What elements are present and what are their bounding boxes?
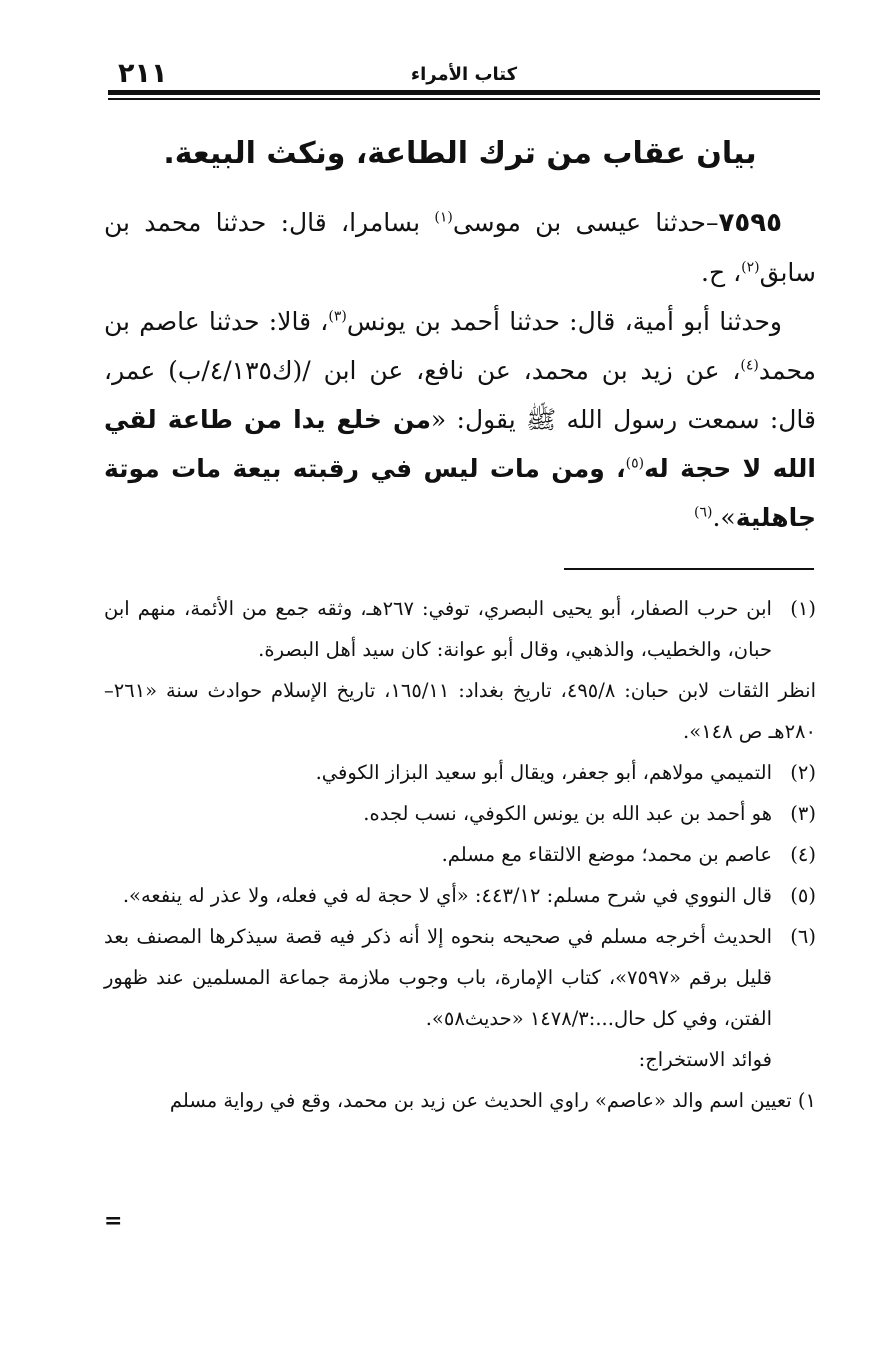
- footnote-number: (٦): [790, 925, 816, 948]
- footnote: [104, 834, 816, 875]
- footnote: [104, 875, 816, 916]
- isnad-text: بسامرا، قال: حدثنا محمد بن سابق: [104, 208, 816, 287]
- footnote-number: (٤): [790, 843, 816, 866]
- footnote: [104, 752, 816, 793]
- isnad-text: ، قالا: حدثنا عاصم بن محمد: [104, 307, 816, 385]
- footnote-text: التميمي مولاهم، أبو جعفر، ويقال أبو سعيد البزاز الكوفي.: [315, 761, 772, 784]
- footnote-ref: (٢): [741, 259, 760, 276]
- isnad-text: وحدثنا أبو أمية، قال: حدثنا أحمد بن يونس: [346, 307, 782, 336]
- page-header: [108, 58, 820, 88]
- continuation-mark: =: [104, 1208, 123, 1234]
- quote-close: ».: [712, 503, 736, 532]
- footnote-text: انظر الثقات لابن حبان: ٤٩٥/٨، تاريخ بغداد: ١٦٥/١١، تاريخ الإسلام حوادث سنة «٢٦١–٢٨٠هـ ص ١٤٨».: [104, 679, 816, 743]
- footnote-text: الحديث أخرجه مسلم في صحيحه بنحوه إلا أنه ذكر فيه قصة سيذكرها المصنف بعد قليل برقم «٧٥٩٧»، كتاب الإمارة، باب وجوب ملازمة جماعة المسلمين عند ظهور الفتن، وفي كل حال...:١٤٧٨/٣ «حديث٥٨».: [104, 925, 772, 1030]
- footnote-ref: (٣): [328, 308, 347, 325]
- page-number: ٢١١: [118, 58, 168, 89]
- footnote: [104, 588, 816, 752]
- footnote-number: (٢): [790, 761, 816, 784]
- running-title: كتاب الأمراء: [410, 64, 518, 85]
- footnote-ref: (٦): [693, 504, 713, 521]
- footnote: [104, 793, 816, 834]
- footnote-ref: (٥): [625, 455, 645, 472]
- benefit-item: ١) تعيين اسم والد «عاصم» راوي الحديث عن زيد بن محمد، وقع في رواية مسلم: [169, 1089, 816, 1112]
- footnote: [104, 916, 816, 1039]
- footnote-number: (١): [790, 597, 816, 620]
- footnote-text: ابن حرب الصفار، أبو يحيى البصري، توفي: ٢٦٧هـ، وثقه جمع من الأئمة، منهم ابن حبان، والخطيب، والذهبي، وقال أبو عوانة: كان سيد أهل البصرة.: [104, 597, 772, 661]
- footnote-text: هو أحمد بن عبد الله بن يونس الكوفي، نسب لجده.: [363, 802, 772, 825]
- isnad-text: ، ح.: [701, 258, 742, 287]
- footnote-text: عاصم بن محمد؛ موضع الالتقاء مع مسلم.: [441, 843, 772, 866]
- header-rule-thick: [108, 90, 820, 95]
- footnote-ref: (١): [434, 209, 453, 226]
- chapter-heading: بيان عقاب من ترك الطاعة، ونكث البيعة.: [163, 136, 757, 171]
- hadith-number: ٧٥٩٥: [718, 208, 782, 238]
- isnad-paragraph-2: [104, 297, 816, 542]
- benefits-title: فوائد الاستخراج:: [638, 1048, 772, 1071]
- matn-text: ، ومن مات ليس في رقبته بيعة مات موتة جاهلية: [104, 454, 816, 532]
- matn-text: من خلع يدا من طاعة لقي الله لا حجة له: [104, 405, 816, 483]
- footnote-number: (٣): [790, 802, 816, 825]
- isnad-text: ، عن زيد بن محمد، عن نافع، عن ابن /(ك٤/١٣٥/ب) عمر، قال: سمعت رسول الله ﷺ يقول: «: [104, 356, 816, 434]
- header-rule-thin: [108, 98, 820, 100]
- isnad-paragraph-1: [104, 198, 816, 297]
- footnote-ref: (٤): [740, 357, 759, 374]
- isnad-text: –حدثنا عيسى بن موسى: [452, 208, 719, 237]
- footnote-number: (٥): [790, 884, 816, 907]
- footnote-text: قال النووي في شرح مسلم: ٤٤٣/١٢: «أي لا حجة له في فعله، ولا عذر له ينفعه».: [122, 884, 772, 907]
- footnote-separator: [564, 568, 814, 570]
- hadith-text: [104, 198, 816, 542]
- footnotes: [104, 588, 816, 1121]
